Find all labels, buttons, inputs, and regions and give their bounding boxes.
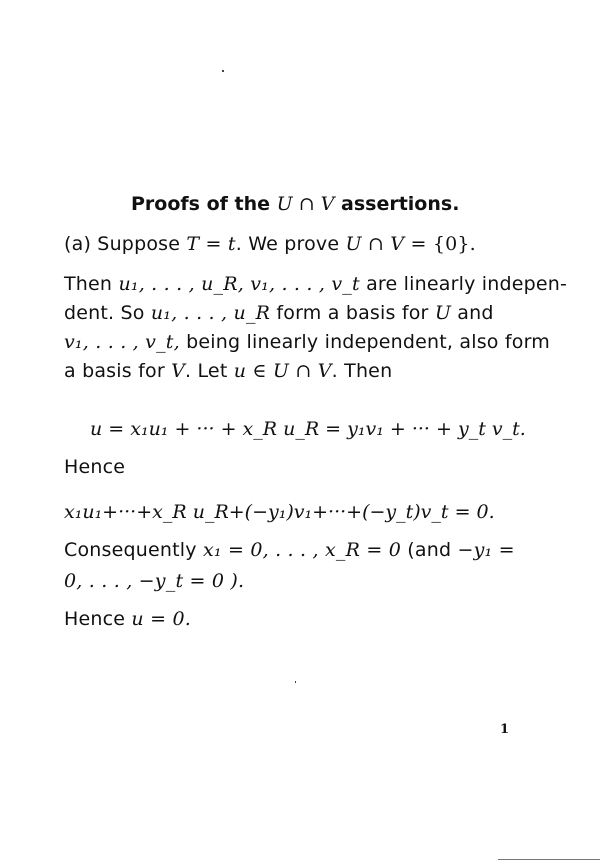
heading-math: U ∩ V: [276, 193, 335, 215]
paragraph-line-2: dent. So u₁, . . . , u_R form a basis for U and: [64, 302, 494, 324]
part-a-statement: (a) Suppose T = t. We prove U ∩ V = {0}.: [64, 233, 476, 255]
scan-speck: [295, 681, 296, 683]
paragraph-line-3: v₁, . . . , v_t, being linearly independent, also form: [64, 331, 550, 353]
scan-speck: [222, 70, 224, 72]
sum-equation: x₁u₁+···+x_R u_R+(−y₁)v₁+···+(−y_t)v_t = 0.: [64, 501, 495, 523]
paragraph-line-4: a basis for V. Let u ∈ U ∩ V. Then: [64, 360, 393, 382]
paragraph-line-1: Then u₁, . . . , u_R, v₁, . . . , v_t are linearly indepen-: [64, 273, 568, 295]
section-heading: Proofs of the U ∩ V assertions.: [131, 193, 460, 215]
hence-conclusion: Hence u = 0.: [64, 608, 191, 630]
page-number: 1: [500, 722, 510, 737]
hence-label: Hence: [64, 456, 126, 478]
display-equation: u = x₁u₁ + ··· + x_R u_R = y₁v₁ + ··· + y_t v_t.: [90, 418, 526, 440]
footer-rule: [498, 859, 600, 860]
consequently-line-2: 0, . . . , −y_t = 0 ).: [64, 570, 245, 592]
consequently-line-1: Consequently x₁ = 0, . . . , x_R = 0 (and −y₁ =: [64, 539, 515, 561]
